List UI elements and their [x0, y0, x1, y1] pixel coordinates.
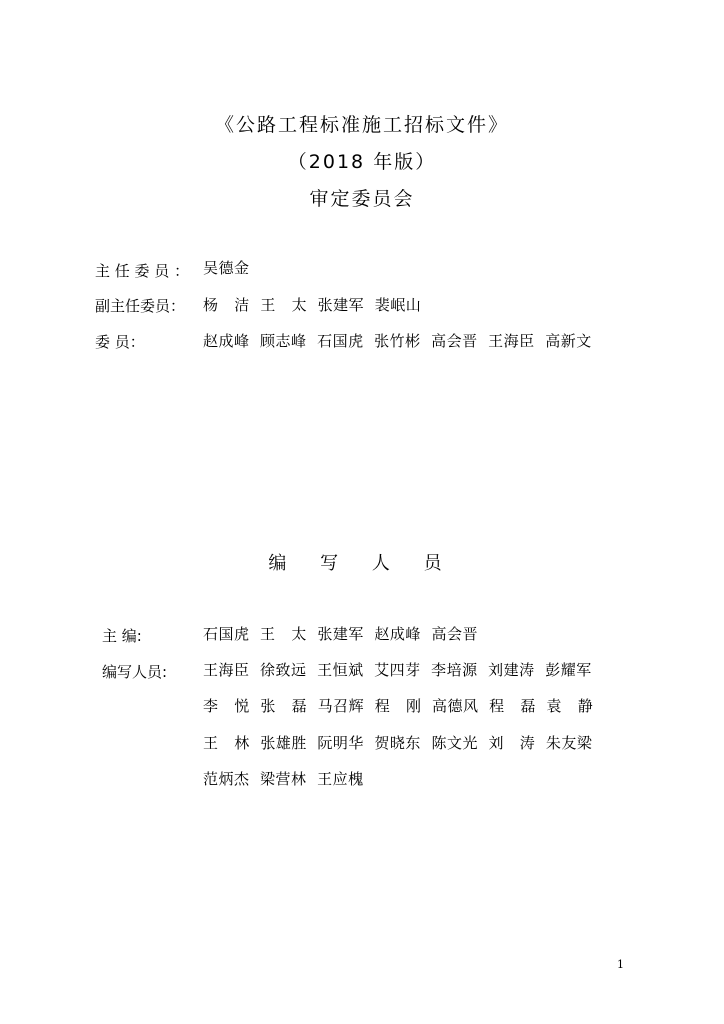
member-label: 委 员：: [95, 333, 145, 351]
deputy-director-names: 杨 洁 王 太 张建军 裴岷山: [203, 296, 422, 314]
writers-names-line-1: 王海臣 徐致远 王恒斌 艾四芽 李培源 刘建涛 彭耀军: [203, 661, 592, 679]
page-number: 1: [617, 958, 624, 971]
member-names: 赵成峰 顾志峰 石国虎 张竹彬 高会晋 王海臣 高新文: [203, 332, 592, 350]
chief-editor-label: 主 编:: [102, 627, 142, 645]
deputy-director-label: 副主任委员：: [95, 297, 186, 315]
writers-label: 编写人员:: [102, 663, 168, 681]
director-label: 主 任 委 员 ：: [95, 262, 190, 280]
chief-editor-names: 石国虎 王 太 张建军 赵成峰 高会晋: [203, 625, 478, 643]
edition-subtitle: （2018 年版）: [287, 151, 437, 173]
committee-heading: 审定委员会: [309, 188, 415, 210]
document-title: 《公路工程标准施工招标文件》: [214, 114, 509, 136]
staff-heading: 编 写 人 员: [268, 553, 456, 574]
writers-names-line-3: 王 林 张雄胜 阮明华 贺晓东 陈文光 刘 涛 朱友梁: [203, 734, 593, 752]
writers-names-line-4: 范炳杰 梁营林 王应槐: [203, 770, 364, 788]
writers-names-line-2: 李 悦 张 磊 马召辉 程 刚 高德风 程 磊 袁 静: [203, 697, 594, 715]
director-names: 吴德金: [203, 259, 250, 277]
